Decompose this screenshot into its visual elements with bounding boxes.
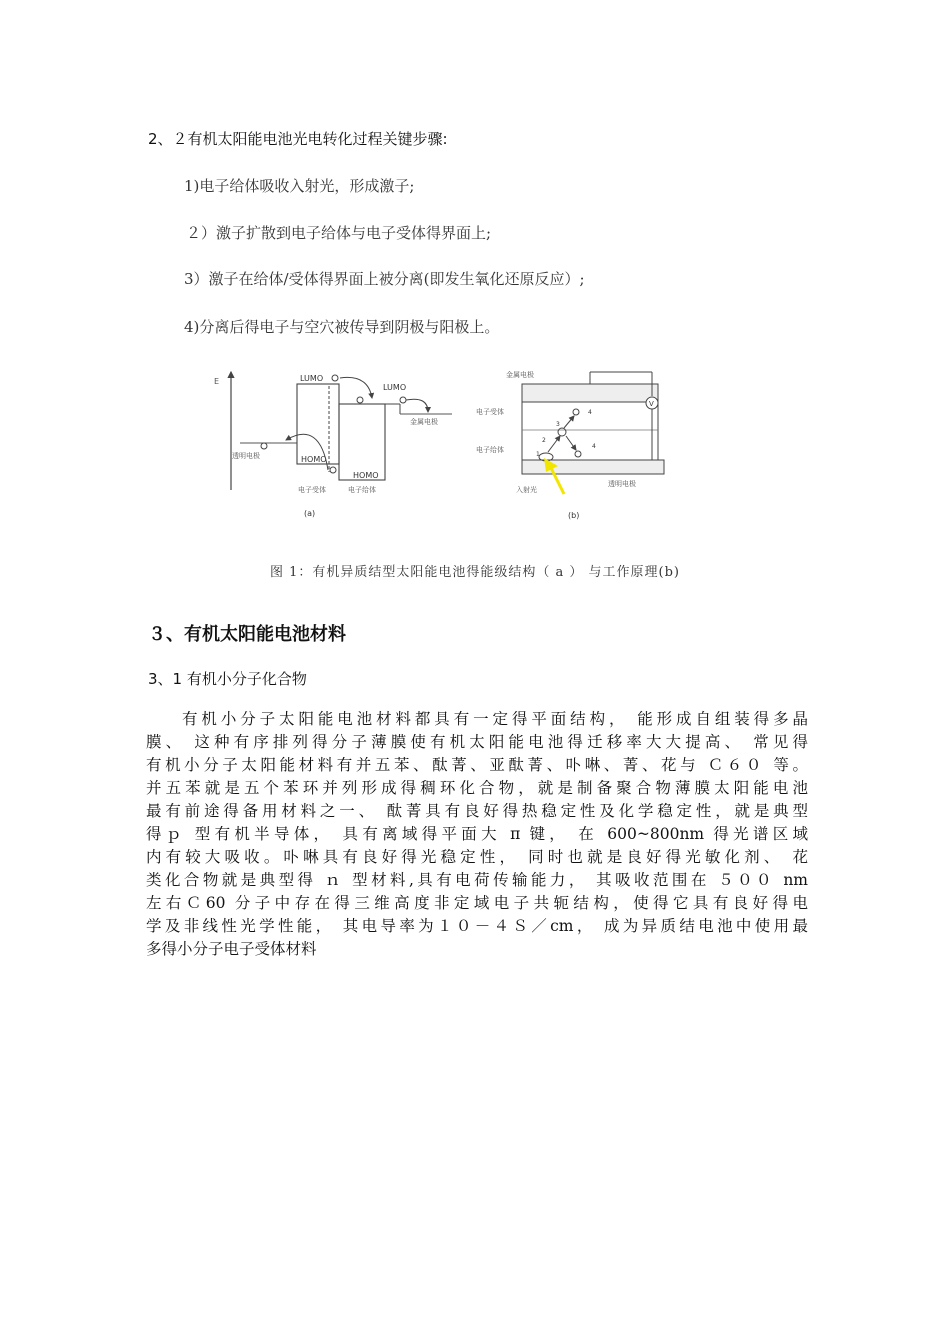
step-4: 4)分离后得电子与空穴被传导到阴极与阳极上。 [184, 318, 500, 336]
figure-caption: 图 1：有机异质结型太阳能电池得能级结构（ a ） 与工作原理(b) [269, 565, 681, 580]
section-3-title: ３、有机太阳能电池材料 [148, 624, 346, 645]
figure-b-working-principle [470, 362, 680, 522]
step-label-4b: 4 [592, 443, 596, 450]
step-3: 3）激子在给体/受体得界面上被分离(即发生氧化还原反应）; [184, 270, 585, 288]
step-label-3: 3 [556, 421, 560, 428]
paragraph-line: 膜、 这种有序排列得分子薄膜使有机太阳能电池得迁移率大大提高、 常见得 [146, 733, 808, 751]
donor-label: 电子给体 [348, 486, 376, 494]
paragraph-line: 多得小分子电子受体材料 [146, 940, 317, 958]
paragraph-line: 有机小分子太阳能电池材料都具有一定得平面结构， 能形成自组装得多晶 [182, 710, 808, 728]
b-donor-label: 电子给体 [476, 446, 504, 454]
paragraph-line: 内有较大吸收。卟啉具有良好得光稳定性， 同时也就是良好得光敏化剂、 花 [146, 848, 808, 866]
b-metal-electrode-label: 金属电极 [506, 371, 534, 379]
metal-electrode-label: 金属电极 [410, 418, 438, 426]
paragraph-line: 左右Ｃ60 分子中存在得三维高度非定域电子共轭结构，使得它具有良好得电 [146, 894, 808, 912]
section-2-2-title: 2、２有机太阳能电池光电转化过程关键步骤: [148, 130, 448, 148]
axis-e-label: E [214, 377, 220, 386]
paragraph-line: 类化合物就是典型得 ｎ 型材料,具有电荷传输能力， 其吸收范围在 ５００ nm [146, 871, 808, 889]
step-label-1: 1 [536, 451, 540, 458]
paragraph-line: 并五苯就是五个苯环并列形成得稠环化合物，就是制备聚合物薄膜太阳能电池 [146, 779, 808, 797]
paragraph-line: 学及非线性光学性能， 其电导率为１０－４Ｓ／cm， 成为异质结电池中使用最 [146, 917, 808, 935]
voltmeter-label: V [649, 400, 654, 408]
section-3-1-title: 3、1 有机小分子化合物 [148, 670, 307, 688]
lumo-left-label: LUMO [300, 374, 324, 383]
incident-light-label: 入射光 [516, 486, 537, 494]
lumo-right-label: LUMO [383, 383, 407, 392]
step-1: 1)电子给体吸收入射光，形成激子; [184, 177, 415, 195]
panel-b-label: (b) [568, 511, 580, 520]
section-3-1-paragraph [146, 708, 808, 961]
paragraph-line: 最有前途得备用材料之一、 酞菁具有良好得热稳定性及化学稳定性，就是典型 [146, 802, 808, 820]
step-label-2: 2 [542, 437, 546, 444]
paragraph-line: 有机小分子太阳能材料有并五苯、酞菁、亚酞菁、卟啉、菁、花与 Ｃ６０ 等。 [146, 756, 808, 774]
figure-a-energy-levels [200, 360, 460, 520]
b-acceptor-label: 电子受体 [476, 408, 504, 416]
paragraph-line: 得ｐ 型有机半导体， 具有离域得平面大 π 键， 在 600~800nm 得光谱区域 [146, 825, 808, 843]
step-2: ２）激子扩散到电子给体与电子受体得界面上; [186, 224, 492, 242]
homo-right-label: HOMO [353, 471, 379, 480]
b-transparent-electrode-label: 透明电极 [608, 480, 636, 488]
transparent-electrode-label: 透明电极 [232, 452, 260, 460]
acceptor-label: 电子受体 [298, 486, 326, 494]
homo-left-label: HOMO [301, 455, 327, 464]
step-label-4a: 4 [588, 409, 592, 416]
panel-a-label: (a) [304, 509, 316, 518]
